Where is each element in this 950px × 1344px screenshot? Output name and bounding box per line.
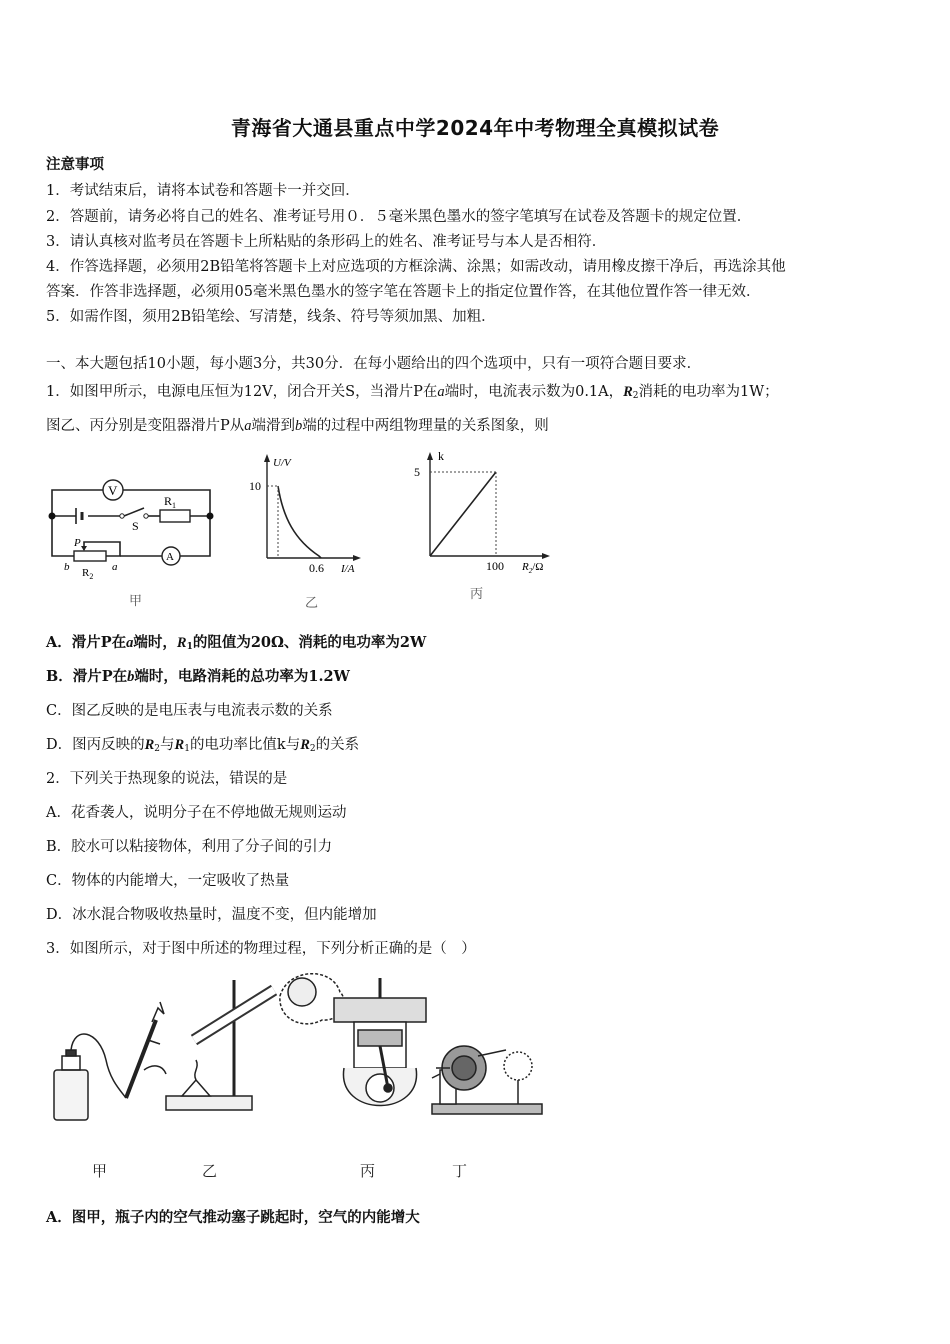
fig-caption-bing: 丙 — [470, 587, 484, 602]
switch-label: S — [132, 519, 139, 533]
r2-label: $R_2$ — [82, 567, 94, 581]
x-tick: 0.6 — [309, 561, 324, 575]
ammeter-label: A — [166, 551, 174, 563]
q2-option-a: A．花香袭人，说明分子在不停地做无规则运动 — [46, 805, 347, 821]
fig-caption-jia: 甲 — [129, 594, 143, 609]
y-tick: 5 — [414, 465, 420, 479]
switch-contact — [120, 514, 124, 518]
q1-option-c: C．图乙反映的是电压表与电流表示数的关系 — [46, 703, 333, 719]
fig-caption-ding: 丁 — [452, 1162, 468, 1180]
u-i-curve — [278, 486, 321, 558]
junction-dot — [207, 513, 214, 520]
k-line — [430, 472, 496, 556]
q3-option-a: A．图甲，瓶子内的空气推动塞子跳起时，空气的内能增大 — [46, 1209, 420, 1226]
q2-option-d: D．冰水混合物吸收热量时，温度不变，但内能增加 — [46, 907, 377, 923]
graph-u-i — [245, 448, 370, 578]
q1-option-a: A．滑片P在a端时，$R_1$的阻值为20Ω、消耗的电功率为2W — [46, 634, 427, 652]
q2-option-c: C．物体的内能增大，一定吸收了热量 — [46, 873, 290, 889]
end-a-label: a — [112, 561, 118, 573]
x-axis-arrow — [353, 555, 361, 561]
q1-stem-line2: 图乙、丙分别是变阻器滑片P从a端滑到b端的过程中两组物理量的关系图象，则 — [46, 418, 549, 434]
x-tick: 100 — [486, 559, 504, 573]
junction-dot — [49, 513, 56, 520]
graph-k-r2 — [408, 448, 558, 578]
q1-option-d: D．图丙反映的$R_2$与$R_1$的电功率比值k与$R_2$的关系 — [46, 737, 360, 754]
note-item: 答案．作答非选择题，必须用05毫米黑色墨水的签字笔在答题卡上的指定位置作答，在其他位置作答一律无效． — [46, 284, 761, 300]
r1-label: $R_1$ — [164, 494, 177, 510]
x-label: $R_2/\Omega$ — [522, 561, 544, 575]
note-item: 4．作答选择题，必须用2B铅笔将答题卡上对应选项的方框涂满、涂黑；如需改动，请用橡皮擦干净后，再选涂其他 — [46, 259, 786, 275]
note-item: 2．答题前，请务必将自己的姓名、准考证号用０．５毫米黑色墨水的签字笔填写在试卷及答题卡的规定位置． — [46, 209, 752, 225]
fig-caption-yi: 乙 — [202, 1162, 218, 1180]
y-axis-arrow — [427, 452, 433, 460]
fig-ding-steam-wheel — [432, 1046, 542, 1114]
q2-option-b: B．胶水可以粘接物体，利用了分子间的引力 — [46, 839, 333, 855]
resistor-r1 — [160, 510, 190, 522]
y-tick: 10 — [249, 479, 261, 493]
notes-heading: 注意事项 — [46, 156, 104, 173]
note-item: 3．请认真核对监考员在答题卡上所粘贴的条形码上的姓名、准考证号与本人是否相符． — [46, 234, 607, 250]
rheostat-r2 — [74, 551, 106, 561]
x-label: I/A — [341, 563, 355, 575]
fig-caption-yi: 乙 — [305, 596, 319, 611]
slider-arrow — [81, 546, 87, 551]
circuit-diagram — [44, 472, 229, 582]
y-label: U/V — [273, 457, 291, 469]
q2-stem: 2．下列关于热现象的说法，错误的是 — [46, 771, 288, 787]
fig-caption-bing: 丙 — [360, 1162, 376, 1180]
x-axis-arrow — [542, 553, 550, 559]
voltmeter-label: V — [108, 483, 118, 498]
fig-caption-jia: 甲 — [92, 1162, 108, 1180]
note-item: 1．考试结束后，请将本试卷和答题卡一并交回． — [46, 183, 360, 199]
q1-option-b: B．滑片P在b端时，电路消耗的总功率为1.2W — [46, 668, 350, 685]
y-axis-arrow — [264, 454, 270, 462]
y-label: k — [438, 449, 444, 463]
section-heading: 一、本大题包括10小题，每小题3分，共30分．在每小题给出的四个选项中，只有一项符合题目要求． — [46, 356, 702, 372]
q1-stem-line1: 1．如图甲所示，电源电压恒为12V，闭合开关S，当滑片P在a端时，电流表示数为0.1A，$R_2$消耗的电功率为1W； — [46, 384, 779, 401]
slider-label: P — [74, 537, 81, 549]
end-b-label: b — [64, 561, 70, 573]
q3-figures — [44, 970, 554, 1130]
page-title: 青海省大通县重点中学2024年中考物理全真模拟试卷 — [230, 116, 720, 140]
fig-bing-engine — [334, 978, 426, 1106]
q3-stem: 3．如图所示，对于图中所述的物理过程，下列分析正确的是（ ） — [46, 941, 476, 957]
fig-yi-test-tube — [166, 974, 344, 1110]
switch-contact — [144, 514, 148, 518]
fig-jia-bottle-pump — [54, 1002, 166, 1120]
note-item: 5．如需作图，须用2B铅笔绘、写清楚，线条、符号等须加黑、加粗． — [46, 309, 496, 325]
